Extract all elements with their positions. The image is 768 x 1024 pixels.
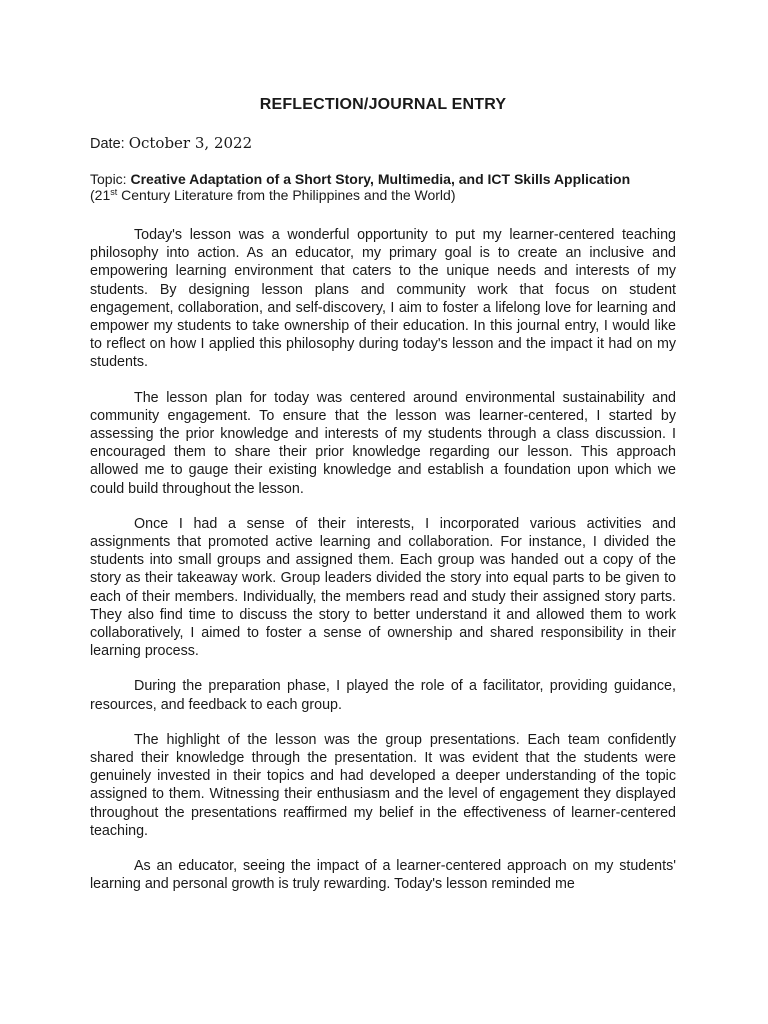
topic-label: Topic:	[90, 171, 131, 187]
document-title: REFLECTION/JOURNAL ENTRY	[259, 96, 507, 113]
paragraph-1: Today's lesson was a wonderful opportunity to put my learner-centered teaching philosophy into action. As an educator, my primary goal is to create an inclusive and empowering learning environment that caters to the unique needs and interests of my students. By designing lesson plans and community work that focus on student engagement, collaboration, and self-discovery, I aim to foster a lifelong love for learning and empower my students to take ownership of their education. In this journal entry, I would like to reflect on how I applied this philosophy during today's lesson and the impact it had on my students.	[90, 227, 676, 371]
date-label: Date:	[90, 136, 129, 152]
paragraph-4: During the preparation phase, I played the role of a facilitator, providing guidance, resources, and feedback to each group.	[90, 678, 676, 713]
paragraph-3: Once I had a sense of their interests, I incorporated various activities and assignments that promoted active learning and collaboration. For instance, I divided the students into small groups and assigned them. Each group was handed out a copy of the story as their takeaway work. Group leaders divided the story into equal parts to be given to each of their members. Individually, the members read and study their assigned story parts. They also find time to discuss the story to better understand it and allowed them to work collaboratively, I aimed to foster a sense of ownership and shared responsibility in their learning process.	[90, 515, 676, 660]
subtopic-superscript: st	[110, 187, 118, 197]
subtopic-rest: Century Literature from the Philippines and the World)	[117, 187, 456, 203]
date-line	[90, 134, 252, 152]
paragraph-2: The lesson plan for today was centered around environmental sustainability and community engagement. To ensure that the lesson was learner-centered, I started by assessing the prior knowledge and interests of my students through a class discussion. I encouraged them to share their prior knowledge regarding our lesson. This approach allowed me to gauge their existing knowledge and establish a foundation upon which we could build throughout the lesson.	[90, 389, 676, 497]
paragraph-5: The highlight of the lesson was the group presentations. Each team confidently shared their knowledge through the presentation. It was evident that the students were genuinely invested in their topics and had developed a deeper understanding of the topic assigned to them. Witnessing their enthusiasm and the level of engagement they displayed throughout the presentations reaffirmed my belief in the effectiveness of learner-centered teaching.	[90, 731, 676, 839]
topic-line	[90, 171, 690, 187]
subtopic-line	[90, 187, 456, 203]
subtopic-prefix: (21	[90, 187, 111, 203]
paragraph-6: As an educator, seeing the impact of a learner-centered approach on my students' learning and personal growth is truly rewarding. Today's lesson reminded me	[90, 858, 676, 893]
date-value: October 3, 2022	[128, 134, 253, 152]
topic-value: Creative Adaptation of a Short Story, Multimedia, and ICT Skills Application	[130, 171, 631, 187]
journal-body	[90, 226, 676, 911]
